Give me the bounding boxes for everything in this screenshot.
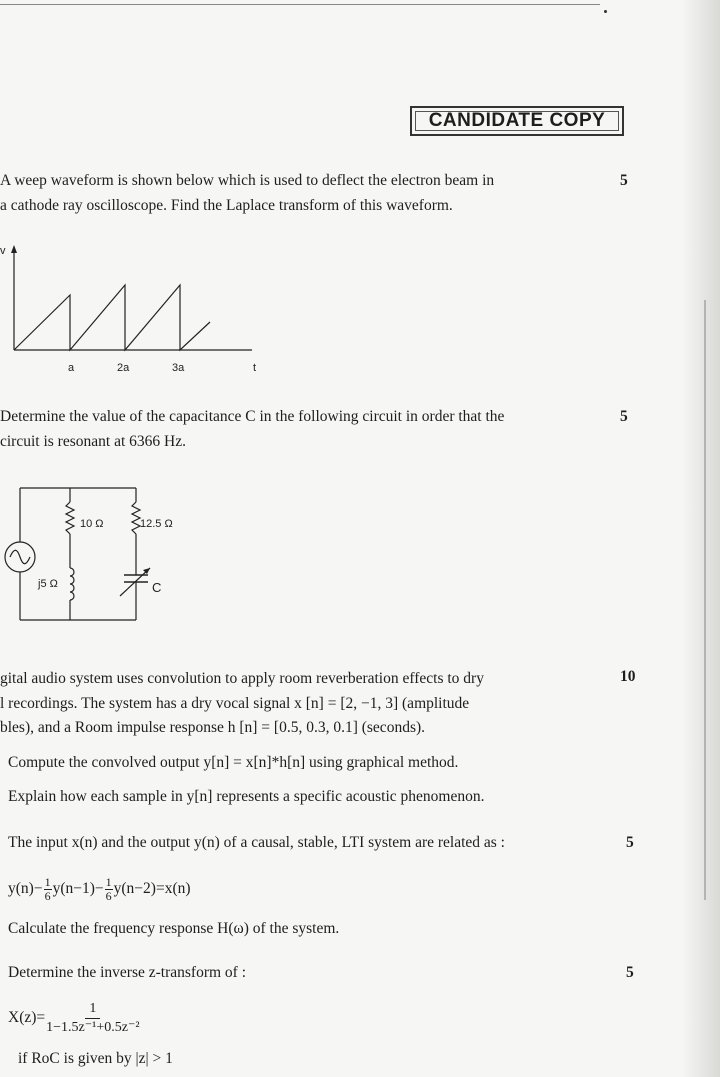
graph-tick-2a: 2a xyxy=(117,362,130,374)
resistor-12-5-ohm xyxy=(132,502,140,534)
q3-part-b: Explain how each sample in y[n] represents a specific acoustic phenomenon. xyxy=(8,788,485,805)
label-r2: 12.5 Ω xyxy=(140,518,173,530)
q3-text-line1: gital audio system uses convolution to apply room reverberation effects to dry xyxy=(0,670,484,687)
q5-text-line2: if RoC is given by |z| > 1 xyxy=(18,1050,173,1067)
q1-text-line2: a cathode ray oscilloscope. Find the Laplace transform of this waveform. xyxy=(0,197,453,214)
page-edge-shadow xyxy=(682,0,720,1077)
q4-difference-equation xyxy=(8,876,191,903)
eq-term-c: y(n−2)=x(n) xyxy=(113,880,191,898)
q1-text-line1: A weep waveform is shown below which is used to deflect the electron beam in xyxy=(0,172,495,189)
graph-tick-a: a xyxy=(68,362,75,374)
q2-text-line2: circuit is resonant at 6366 Hz. xyxy=(0,433,186,450)
sawtooth-signal xyxy=(14,285,210,350)
label-c: C xyxy=(152,580,162,595)
graph-tick-t: t xyxy=(253,362,257,374)
q3-part-a: Compute the convolved output y[n] = x[n]*h[n] using graphical method. xyxy=(8,754,459,771)
q4-text-line2: Calculate the frequency response H(ω) of the system. xyxy=(8,920,340,937)
graph-tick-3a: 3a xyxy=(172,362,185,374)
candidate-copy-stamp: CANDIDATE COPY xyxy=(410,106,624,136)
q3-marks: 10 xyxy=(620,668,636,685)
eq-term-b: y(n−1)− xyxy=(52,880,104,898)
graph-y-label: v xyxy=(0,245,6,257)
eq-term-a: y(n)− xyxy=(8,880,43,898)
z-fraction: $\frac{1}{\text{1−1.5z⁻¹+0.5z⁻²}}$ xyxy=(46,1001,140,1035)
q2-text-line1: Determine the value of the capacitance C in the following circuit in order that the xyxy=(0,408,505,425)
inductor-j5-ohm xyxy=(70,568,74,600)
page-fold-line xyxy=(704,300,706,900)
q2-marks: 5 xyxy=(620,408,628,425)
label-xl: j5 Ω xyxy=(38,578,58,590)
resonant-circuit-diagram xyxy=(0,480,190,630)
label-r1: 10 Ω xyxy=(80,518,104,530)
ac-source-wave xyxy=(10,550,30,564)
sawtooth-waveform-graph xyxy=(0,240,280,375)
q1-marks: 5 xyxy=(620,172,628,189)
q5-marks: 5 xyxy=(626,964,634,981)
q4-text-line1: The input x(n) and the output y(n) of a causal, stable, LTI system are related as : xyxy=(8,834,505,851)
eq-lhs: X(z)= xyxy=(8,1009,46,1027)
q5-text-line1: Determine the inverse z-transform of : xyxy=(8,964,247,981)
graph-y-arrow xyxy=(11,245,17,253)
q3-text-line3: bles), and a Room impulse response h [n] = [0.5, 0.3, 0.1] (seconds). xyxy=(0,719,426,736)
fraction-1-6: $\frac{1}{6}$ xyxy=(105,875,112,903)
fraction-1-6: $\frac{1}{6}$ xyxy=(44,875,51,903)
ink-dot xyxy=(604,10,607,13)
top-rule xyxy=(0,4,600,5)
q4-marks: 5 xyxy=(626,834,634,851)
q3-text-line2: l recordings. The system has a dry vocal signal x [n] = [2, −1, 3] (amplitude xyxy=(0,695,470,712)
resistor-10-ohm xyxy=(66,502,74,534)
q5-z-transform-equation xyxy=(8,1000,141,1037)
